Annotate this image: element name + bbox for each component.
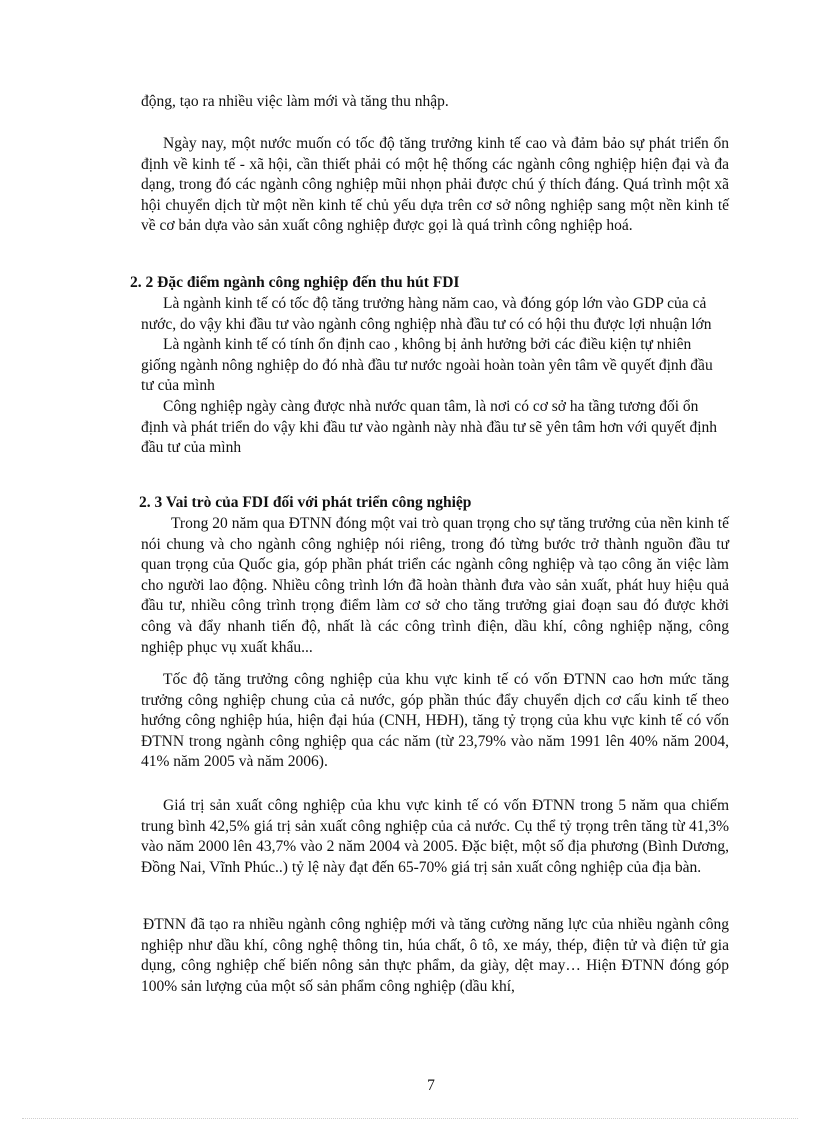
section-2-3-paragraph-2 <box>141 670 729 773</box>
section-2-3-paragraph-1 <box>141 514 729 658</box>
section-heading-2-3: 2. 3 Vai trò của FDI đối với phát triển công nghiệp <box>139 494 472 511</box>
paragraph-continuation <box>141 92 729 113</box>
paragraph-text: Là ngành kinh tế có tính ổn định cao , không bị ảnh hưởng bởi các điều kiện tự nhiên giống ngành nông nghiệp do đó nhà đầu tư nước ngoài hoàn toàn yên tâm về quyết định đầu tư của mình <box>141 336 713 395</box>
paragraph-text: Ngày nay, một nước muốn có tốc độ tăng trưởng kinh tế cao và đảm bảo sự phát triển ổn định về kinh tế - xã hội, cần thiết phải có một hệ thống các ngành công nghiệp hiện đại và đa dạng, trong đó các ngành công nghiệp mũi nhọn phải được chú ý thích đáng. Quá trình một xã hội chuyển dịch từ một nền kinh tế chủ yếu dựa trên cơ sở nông nghiệp sang một nền kinh tế về cơ bản dựa vào sản xuất công nghiệp được gọi là quá trình công nghiệp hoá. <box>141 135 729 235</box>
paragraph-industrialization <box>141 134 729 237</box>
section-2-3-paragraph-4 <box>141 915 729 997</box>
page-bottom-divider <box>22 1118 798 1119</box>
page-number: 7 <box>427 1077 435 1094</box>
paragraph-text: ĐTNN đã tạo ra nhiều ngành công nghiệp mới và tăng cường năng lực của nhiều ngành công nghiệp như dầu khí, công nghệ thông tin, húa chất, ô tô, xe máy, thép, điện tử và điện tử gia dụng, công nghiệp chế biến nông sản thực phẩm, da giày, dệt may… Hiện ĐTNN đóng góp 100% sản lượng của một số sản phẩm công nghiệp (dầu khí, <box>141 916 729 995</box>
paragraph-text: Trong 20 năm qua ĐTNN đóng một vai trò quan trọng cho sự tăng trưởng của nền kinh tế nói chung và cho ngành công nghiệp nói riêng, trong đó từng bước trở thành nguồn đầu tư quan trọng của Quốc gia, góp phần phát triển các ngành công nghiệp và tạo công ăn việc làm cho người lao động. Nhiều công trình lớn đã hoàn thành đưa vào sản xuất, phát huy hiệu quả đầu tư, nhiều công trình trọng điểm làm cơ sở cho tăng trưởng giai đoạn sau đó được khởi công và đẩy nhanh tiến độ, nhất là các công trình điện, dầu khí, công nghiệp nặng, công nghiệp phục vụ xuất khẩu... <box>141 515 729 656</box>
section-2-3-paragraph-3 <box>141 796 729 878</box>
section-2-2-body <box>141 294 729 459</box>
paragraph-text: Là ngành kinh tế có tốc độ tăng trưởng hàng năm cao, và đóng góp lớn vào GDP của cả nước, do vậy khi đầu tư vào ngành công nghiệp nhà đầu tư có có hội thu được lợi nhuận lớn <box>141 295 712 333</box>
paragraph-text: động, tạo ra nhiều việc làm mới và tăng thu nhập. <box>141 93 449 110</box>
paragraph-text: Công nghiệp ngày càng được nhà nước quan tâm, là nơi có cơ sở ha tầng tương đối ổn định và phát triển do vậy khi đầu tư vào ngành này nhà đầu tư sẽ yên tâm hơn với quyết định đầu tư của mình <box>141 397 718 457</box>
paragraph-text: Giá trị sản xuất công nghiệp của khu vực kinh tế có vốn ĐTNN trong 5 năm qua chiếm trung bình 42,5% giá trị sản xuất công nghiệp của cả nước. Cụ thể tỷ trọng trên tăng từ 41,3% vào năm 2000 lên 43,7% vào 2 năm 2004 và 2005. Đặc biệt, một số địa phương (Bình Dương, Đồng Nai, Vĩnh Phúc..) tỷ lệ này đạt đến 65-70% giá trị sản xuất công nghiệp của địa bàn. <box>141 797 729 876</box>
section-heading-2-2: 2. 2 Đặc điểm ngành công nghiệp đến thu hút FDI <box>130 274 460 291</box>
paragraph-text: Tốc độ tăng trưởng công nghiệp của khu vực kinh tế có vốn ĐTNN cao hơn mức tăng trưởng công nghiệp chung của cả nước, góp phần thúc đẩy chuyển dịch cơ cấu kinh tế theo hướng công nghiệp húa, hiện đại húa (CNH, HĐH), tăng tỷ trọng của khu vực kinh tế có vốn ĐTNN trong ngành công nghiệp qua các năm (từ 23,79% vào năm 1991 lên 40% năm 2004, 41% năm 2005 và năm 2006). <box>141 671 729 771</box>
